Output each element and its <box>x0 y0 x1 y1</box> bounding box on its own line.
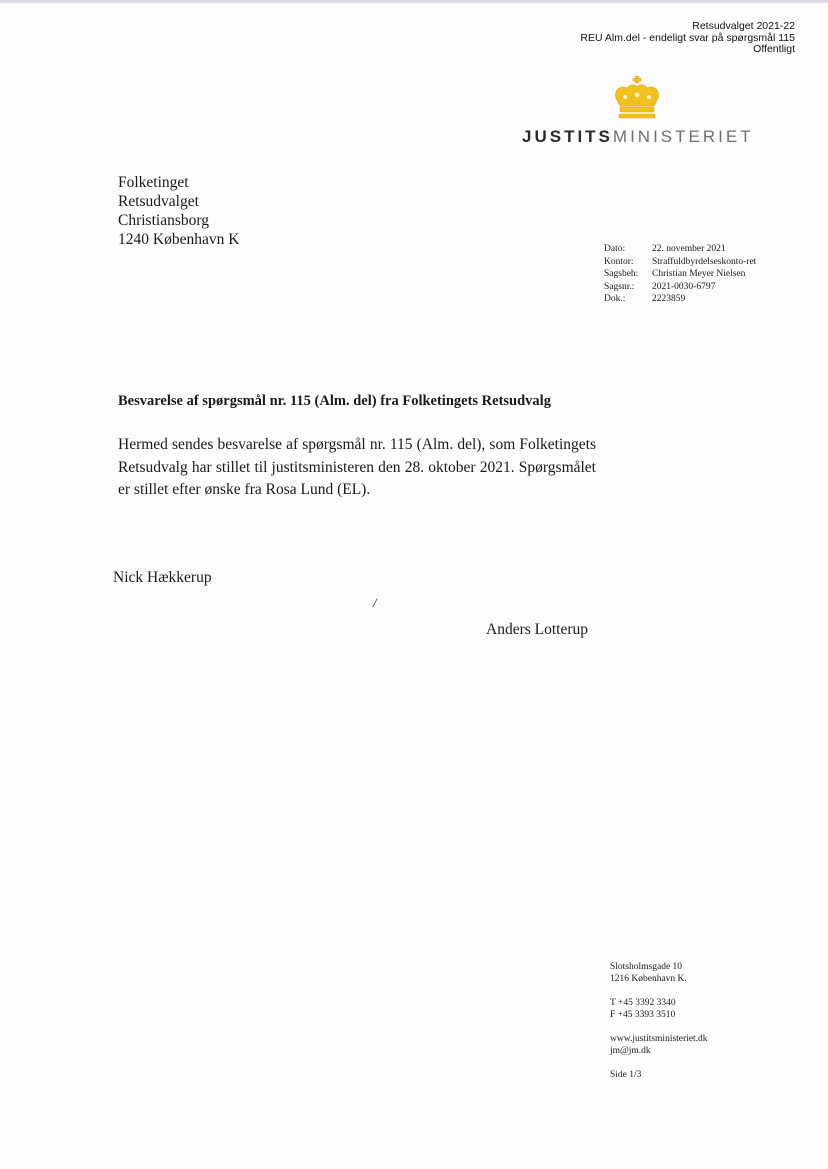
signature-official: Anders Lotterup <box>486 621 589 638</box>
archive-stamp <box>580 21 795 56</box>
meta-value: 2021-0030-6797 <box>652 281 716 292</box>
signature-separator: / <box>373 595 377 610</box>
recipient-line: Christiansborg <box>118 212 209 229</box>
ministry-logo <box>522 127 754 147</box>
footer-city: 1216 København K. <box>610 974 687 984</box>
sender-footer <box>610 961 708 1081</box>
footer-street: Slotsholmsgade 10 <box>610 962 683 972</box>
stamp-reference: REU Alm.del - endeligt svar på spørgsmål 115 <box>580 31 795 44</box>
letter-body: Hermed sendes besvarelse af spørgsmål nr. 115 (Alm. del), som Folketingets Retsudvalg har stillet til justitsministeren den 28. oktober 2021. Spørgsmålet er stillet efter ønske fra Rosa Lund (EL). <box>118 436 596 498</box>
logo-part-justits: JUSTITS <box>522 127 613 146</box>
footer-phone-block <box>610 997 708 1021</box>
meta-row-office <box>604 256 760 269</box>
meta-label: Sagsbeh: <box>604 269 639 279</box>
footer-website: www.justitsministeriet.dk <box>610 1034 708 1044</box>
meta-label: Dok.: <box>604 294 626 304</box>
footer-phone: T +45 3392 3340 <box>610 998 676 1008</box>
case-metadata <box>604 243 760 306</box>
logo-part-ministeriet: MINISTERIET <box>612 127 754 146</box>
meta-label: Sagsnr.: <box>604 281 635 292</box>
meta-value: Christian Meyer Nielsen <box>652 269 746 279</box>
recipient-line: Folketinget <box>118 174 189 191</box>
meta-value: 2223859 <box>652 294 686 304</box>
footer-email: jm@jm.dk <box>610 1046 651 1056</box>
recipient-address <box>118 173 239 249</box>
crown-icon <box>612 76 662 120</box>
footer-web-block <box>610 1033 708 1057</box>
meta-row-case <box>604 281 760 294</box>
meta-label: Kontor: <box>604 256 634 267</box>
recipient-line: 1240 København K <box>118 231 240 248</box>
meta-row-doc <box>604 293 760 306</box>
signature-minister: Nick Hækkerup <box>113 569 212 586</box>
meta-value: Straffuldbyrdelseskonto-ret <box>652 256 757 267</box>
meta-row-date <box>604 243 760 256</box>
meta-value: 22. november 2021 <box>652 244 726 254</box>
meta-label: Dato: <box>604 244 626 254</box>
page-number: Side 1/3 <box>610 1070 642 1080</box>
meta-row-handler <box>604 268 760 281</box>
page-top-edge <box>0 0 828 3</box>
stamp-committee: Retsudvalget 2021-22 <box>692 20 795 32</box>
footer-address <box>610 961 708 985</box>
footer-fax: F +45 3393 3510 <box>610 1010 676 1020</box>
stamp-classification: Offentligt <box>753 43 795 55</box>
recipient-line: Retsudvalget <box>118 193 199 210</box>
letter-subject: Besvarelse af spørgsmål nr. 115 (Alm. del) fra Folketingets Retsudvalg <box>118 393 551 409</box>
